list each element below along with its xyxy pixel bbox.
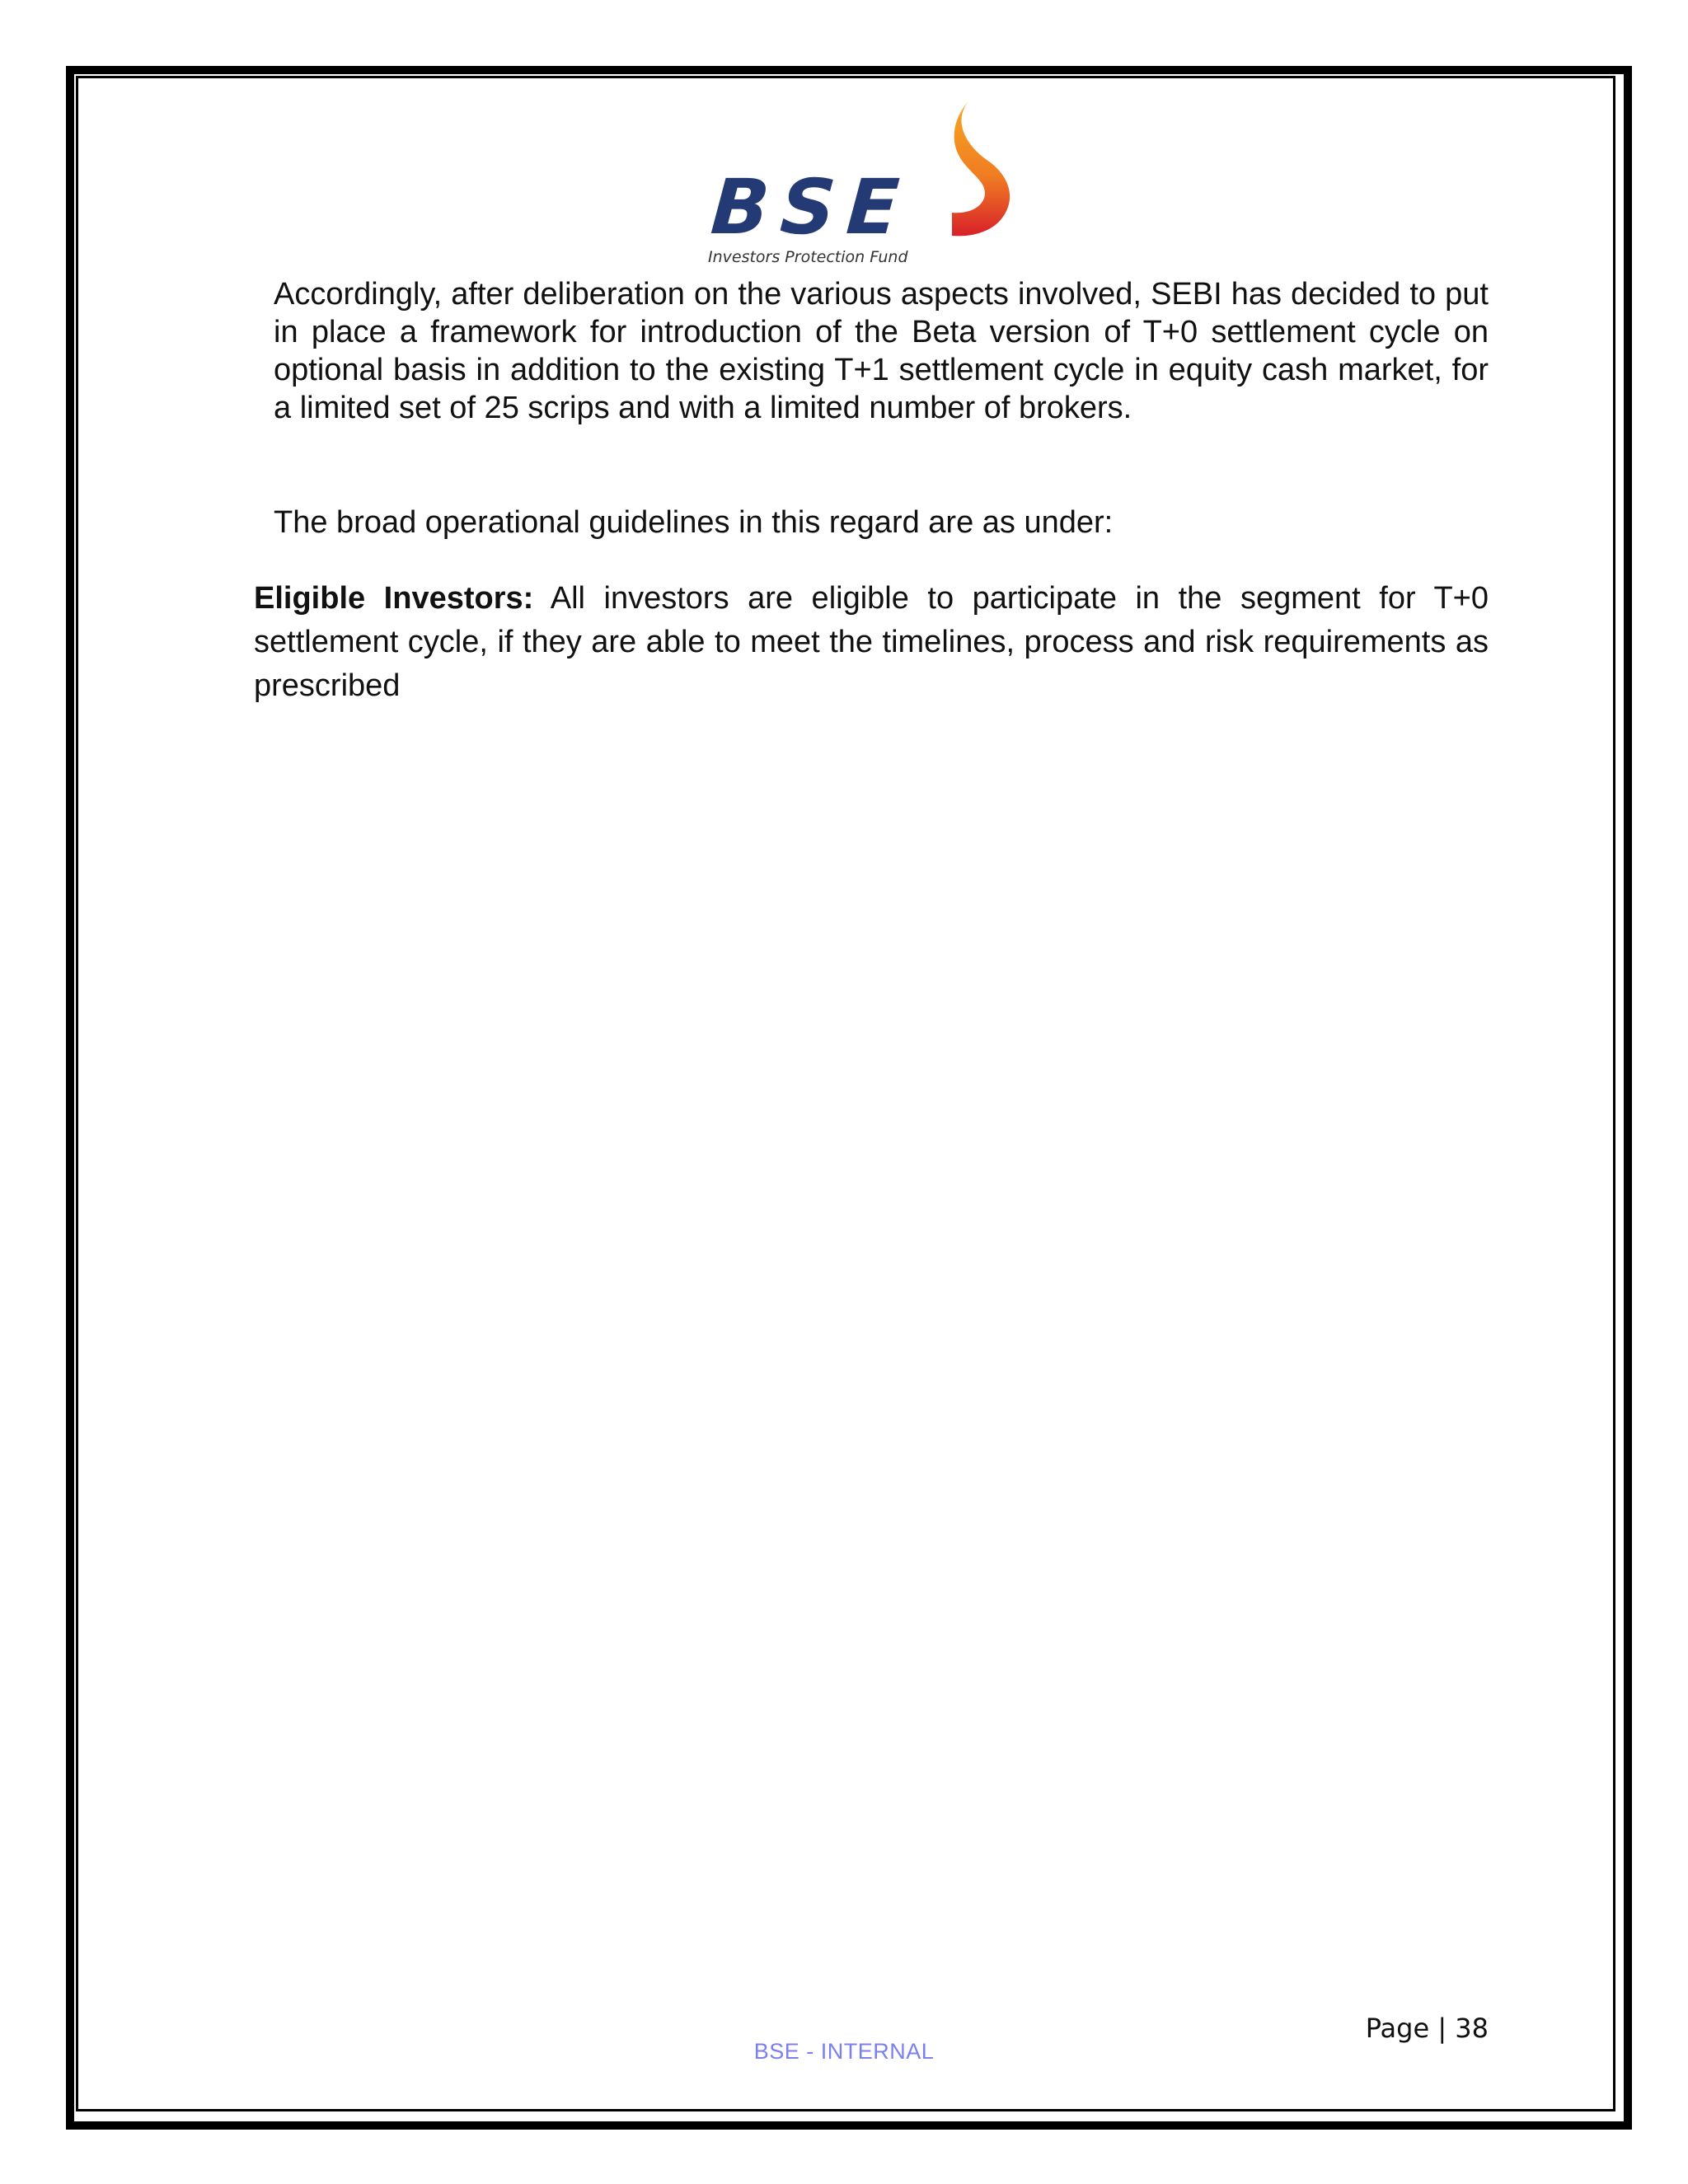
logo-wordmark: BSE [708, 163, 914, 251]
page-number: Page | 38 [1365, 2013, 1489, 2044]
paragraph-guidelines-intro: The broad operational guidelines in this regard are as under: [274, 505, 1114, 540]
paragraph-eligible-investors [254, 577, 1489, 708]
bse-logo [705, 97, 1026, 270]
classification-label: BSE - INTERNAL [753, 2039, 935, 2064]
logo-tagline: Investors Protection Fund [708, 248, 908, 266]
eligible-investors-heading: Eligible Investors: [254, 581, 534, 616]
eligible-investors-text: All investors are eligible to participate in the segment for T+0 settlement cycle, if they are able to meet the timelines, process and risk requirements as prescribed [254, 581, 1489, 703]
paragraph-framework: Accordingly, after deliberation on the various aspects involved, SEBI has decided to put in place a framework for introduction of the Beta version of T+0 settlement cycle on optional basis in addition to the existing T+1 settlement cycle in equity cash market, for a limited set of 25 scrips and with a limited number of brokers. [274, 277, 1489, 425]
